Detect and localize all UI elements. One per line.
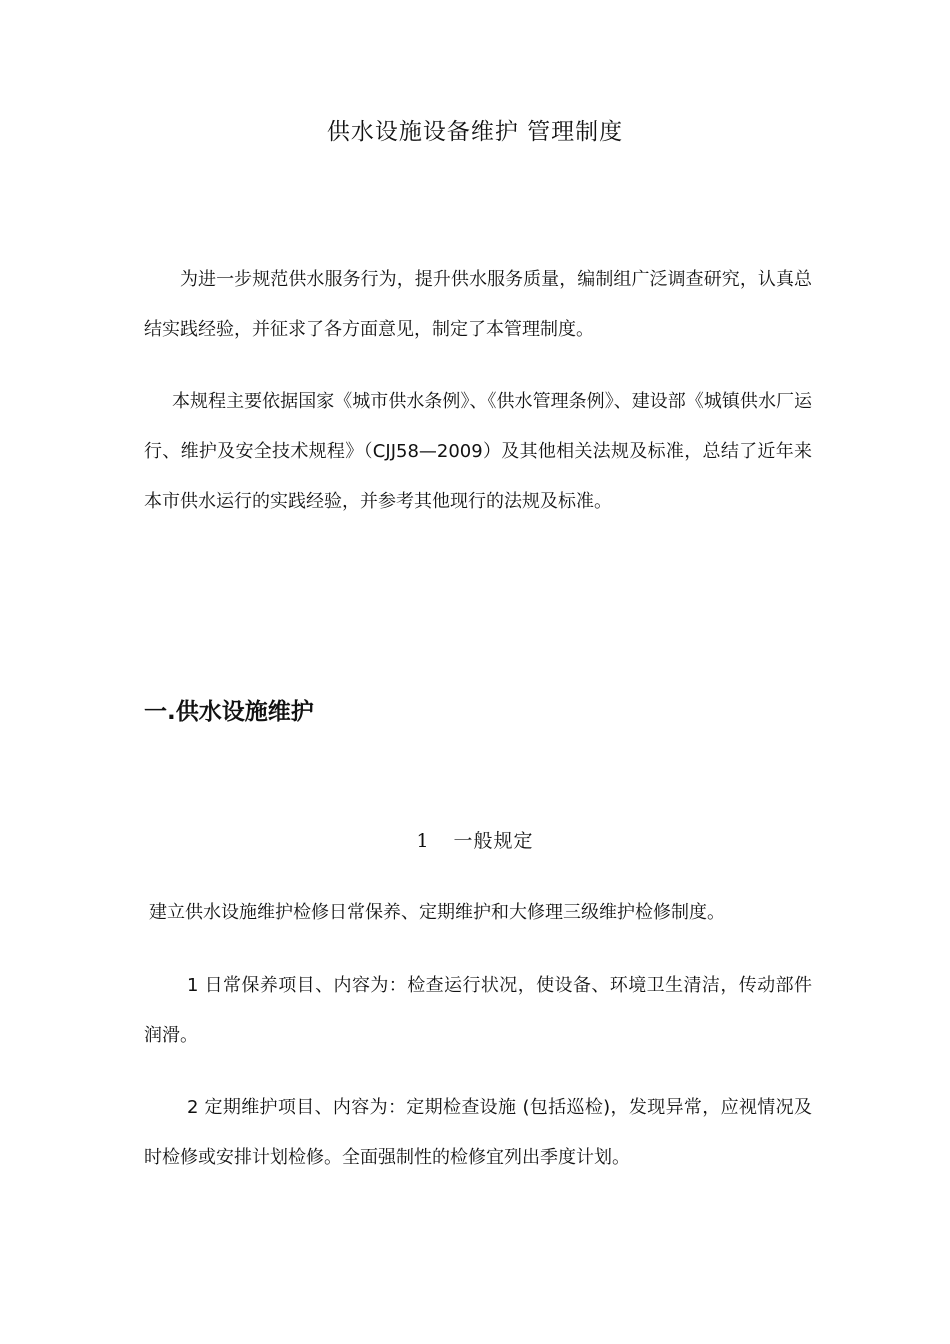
subsection-heading	[0, 824, 950, 858]
subsection-title: 一般规定	[453, 830, 534, 852]
body-paragraph-2: 1 日常保养项目、内容为：检查运行状况，使设备、环境卫生清洁，传动部件润滑。	[144, 975, 812, 1046]
body-paragraph-3: 2 定期维护项目、内容为：定期检查设施 (包括巡检)，发现异常，应视情况及时检修或安排计划检修。全面强制性的检修宜列出季度计划。	[144, 1097, 812, 1168]
intro-paragraph-1: 为进一步规范供水服务行为，提升供水服务质量，编制组广泛调查研究，认真总结实践经验，并征求了各方面意见，制定了本管理制度。	[144, 269, 812, 340]
intro-paragraph-2: 本规程主要依据国家《城市供水条例》、《供水管理条例》、建设部《城镇供水厂运行、维护及安全技术规程》（CJJ58—2009）及其他相关法规及标准，总结了近年来本市供水运行的实践经验，并参考其他现行的法规及标准。	[144, 391, 812, 512]
document-title: 供水设施设备维护 管理制度	[326, 119, 624, 145]
body-paragraph-1: 建立供水设施维护检修日常保养、定期维护和大修理三级维护检修制度。	[149, 902, 725, 923]
subsection-number: 1	[416, 830, 430, 852]
section-heading: 一.供水设施维护	[144, 699, 314, 725]
